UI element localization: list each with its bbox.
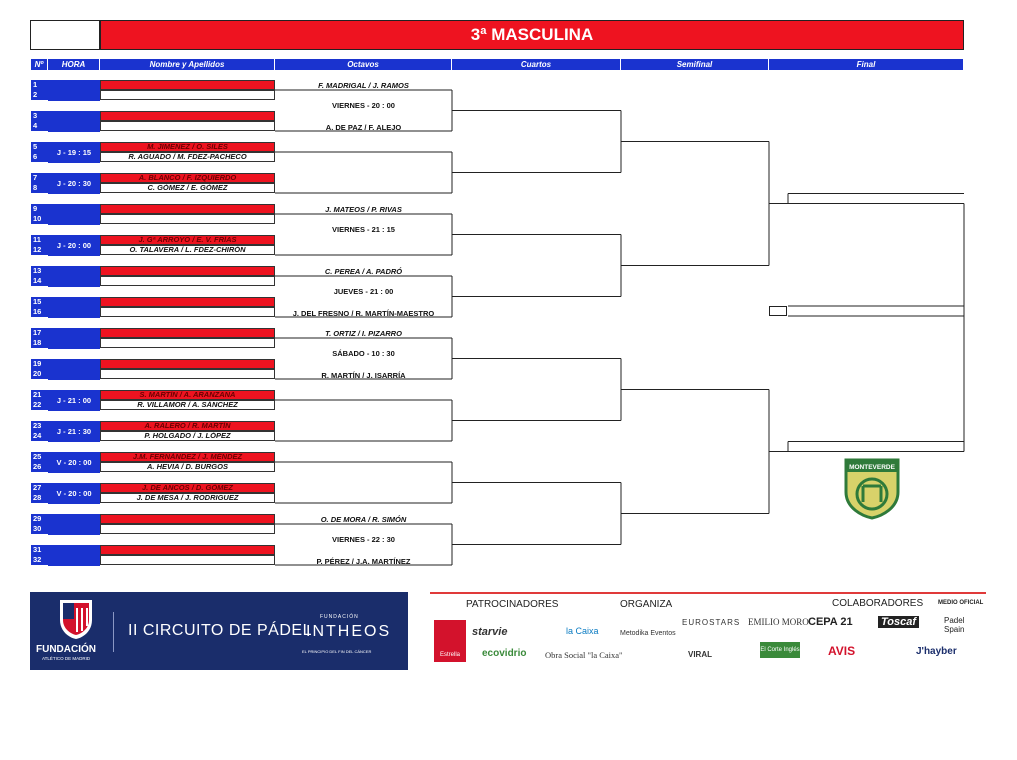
player-pair-top bbox=[100, 111, 275, 121]
viral-logo: VIRAL bbox=[688, 650, 712, 659]
octavos-bottom-pair: A. DE PAZ / F. ALEJO bbox=[325, 123, 402, 132]
sponsor-top-rule bbox=[430, 592, 986, 594]
seed-number: 21 bbox=[31, 390, 48, 400]
final-small-box bbox=[769, 306, 787, 316]
seed-number: 30 bbox=[31, 524, 48, 534]
octavos-time: JUEVES - 21 : 00 bbox=[333, 287, 394, 296]
octavos-time: VIERNES - 20 : 00 bbox=[332, 101, 395, 110]
player-pair-top: J.M. FERNÁNDEZ / J. MÉNDEZ bbox=[100, 452, 275, 462]
octavos-top-pair: F. MADRIGAL / J. RAMOS bbox=[318, 81, 409, 90]
seed-number: 24 bbox=[31, 431, 48, 441]
match-time bbox=[48, 328, 100, 349]
starvie-logo: starvie bbox=[472, 626, 508, 638]
seed-number: 2 bbox=[31, 90, 48, 100]
seed-number: 16 bbox=[31, 307, 48, 317]
obrasocial-logo: Obra Social "la Caixa" bbox=[545, 650, 623, 660]
seed-number: 32 bbox=[31, 555, 48, 565]
player-pair-bottom bbox=[100, 369, 275, 379]
seed-number: 29 bbox=[31, 514, 48, 524]
octavos-top-pair: O. DE MORA / R. SIMÓN bbox=[320, 515, 407, 524]
player-pair-bottom: O. TALAVERA / L. FDEZ-CHIRÓN bbox=[100, 245, 275, 255]
seed-number: 4 bbox=[31, 121, 48, 131]
match-time bbox=[48, 359, 100, 380]
seed-number: 27 bbox=[31, 483, 48, 493]
match-time: J - 21 : 30 bbox=[48, 421, 100, 442]
octavos-time: VIERNES - 21 : 15 bbox=[332, 225, 395, 234]
player-pair-bottom: J. DE MESA / J. RODRIGUEZ bbox=[100, 493, 275, 503]
player-pair-bottom: A. HEVIA / D. BURGOS bbox=[100, 462, 275, 472]
padelspain-logo: Padel Spain bbox=[944, 616, 965, 634]
cepa21-logo: CEPA 21 bbox=[808, 616, 853, 628]
match-time: J - 20 : 00 bbox=[48, 235, 100, 256]
seed-number: 19 bbox=[31, 359, 48, 369]
metodika-logo: Metodika Eventos bbox=[620, 630, 676, 637]
ecovidrio-logo: ecovidrio bbox=[482, 648, 527, 659]
circuito-text: II CIRCUITO DE PÁDEL bbox=[128, 622, 312, 639]
header-cuartos: Cuartos bbox=[452, 59, 621, 70]
medio-oficial-header: MEDIO OFICIAL bbox=[938, 600, 984, 606]
player-pair-bottom: P. HOLGADO / J. LÓPEZ bbox=[100, 431, 275, 441]
seed-number: 6 bbox=[31, 152, 48, 162]
seed-number: 18 bbox=[31, 338, 48, 348]
header-nombre: Nombre y Apellidos bbox=[100, 59, 275, 70]
toscaf-logo: Toscaf bbox=[878, 616, 919, 628]
seed-number: 11 bbox=[31, 235, 48, 245]
intheos-top: FUNDACIÓN bbox=[320, 614, 359, 620]
lacaixa-logo: la Caixa bbox=[566, 626, 599, 636]
jhayber-logo: J'hayber bbox=[916, 646, 957, 657]
player-pair-bottom bbox=[100, 307, 275, 317]
emiliomoro-logo: EMILIO MORO bbox=[748, 617, 809, 627]
intheos-sub: EL PRINCIPIO DEL FIN DEL CÁNCER bbox=[302, 649, 372, 654]
player-pair-top: J. DE ANCOS / D. GÓMEZ bbox=[100, 483, 275, 493]
patrocinadores-header: PATROCINADORES bbox=[466, 599, 559, 610]
monteverde-logo-icon bbox=[842, 456, 902, 520]
seed-number: 26 bbox=[31, 462, 48, 472]
seed-number: 25 bbox=[31, 452, 48, 462]
estrella-logo: Estrella Galicia bbox=[434, 620, 466, 662]
match-time: V - 20 : 00 bbox=[48, 483, 100, 504]
player-pair-bottom bbox=[100, 338, 275, 348]
seed-number: 10 bbox=[31, 214, 48, 224]
footer-fundacion-banner bbox=[30, 592, 408, 670]
header-num: Nº bbox=[31, 59, 48, 70]
header-semifinal: Semifinal bbox=[621, 59, 769, 70]
octavos-top-pair: J. MATEOS / P. RIVAS bbox=[325, 205, 402, 214]
organiza-header: ORGANIZA bbox=[620, 599, 673, 610]
player-pair-top bbox=[100, 328, 275, 338]
player-pair-top bbox=[100, 545, 275, 555]
player-pair-bottom: R. AGUADO / M. FDEZ-PACHECO bbox=[100, 152, 275, 162]
svg-text:MONTEVERDE: MONTEVERDE bbox=[849, 464, 895, 471]
seed-number: 1 bbox=[31, 80, 48, 90]
intheos-text: INTHEOS bbox=[306, 623, 392, 640]
seed-number: 8 bbox=[31, 183, 48, 193]
match-time bbox=[48, 266, 100, 287]
match-time bbox=[48, 545, 100, 566]
match-time: J - 19 : 15 bbox=[48, 142, 100, 163]
octavos-time: SÁBADO - 10 : 30 bbox=[332, 349, 395, 358]
player-pair-bottom bbox=[100, 214, 275, 224]
colaboradores-header: COLABORADORES bbox=[832, 598, 924, 609]
player-pair-top bbox=[100, 80, 275, 90]
seed-number: 7 bbox=[31, 173, 48, 183]
seed-number: 3 bbox=[31, 111, 48, 121]
player-pair-top bbox=[100, 297, 275, 307]
seed-number: 14 bbox=[31, 276, 48, 286]
header-final: Final bbox=[769, 59, 964, 70]
player-pair-top bbox=[100, 266, 275, 276]
octavos-top-pair: C. PEREA / A. PADRÓ bbox=[324, 267, 403, 276]
player-pair-bottom bbox=[100, 121, 275, 131]
player-pair-top bbox=[100, 359, 275, 369]
seed-number: 28 bbox=[31, 493, 48, 503]
seed-number: 9 bbox=[31, 204, 48, 214]
octavos-time: VIERNES - 22 : 30 bbox=[332, 535, 395, 544]
player-pair-bottom bbox=[100, 276, 275, 286]
seed-number: 22 bbox=[31, 400, 48, 410]
player-pair-top bbox=[100, 514, 275, 524]
fundacion-sub: ATLÉTICO DE MADRID bbox=[42, 656, 91, 661]
player-pair-top: J. Gª ARROYO / E. V. FRÍAS bbox=[100, 235, 275, 245]
player-pair-top bbox=[100, 204, 275, 214]
player-pair-bottom: R. VILLAMOR / A. SÁNCHEZ bbox=[100, 400, 275, 410]
player-pair-bottom bbox=[100, 90, 275, 100]
octavos-top-pair: T. ORTIZ / I. PIZARRO bbox=[325, 329, 402, 338]
footer-divider bbox=[113, 612, 114, 652]
match-time: V - 20 : 00 bbox=[48, 452, 100, 473]
player-pair-top: M. JIMENEZ / O. SILES bbox=[100, 142, 275, 152]
octavos-bottom-pair: R. MARTÍN / J. ISARRÍA bbox=[321, 371, 406, 380]
seed-number: 12 bbox=[31, 245, 48, 255]
seed-number: 23 bbox=[31, 421, 48, 431]
player-pair-top: S. MARTÍN / A. ARANZANA bbox=[100, 390, 275, 400]
page-title: 3ª MASCULINA bbox=[100, 20, 964, 50]
match-time bbox=[48, 204, 100, 225]
eurostars-logo: EUROSTARS bbox=[682, 618, 741, 627]
player-pair-top: A. RALERO / R. MARTÍN bbox=[100, 421, 275, 431]
seed-number: 5 bbox=[31, 142, 48, 152]
seed-number: 13 bbox=[31, 266, 48, 276]
match-time: J - 21 : 00 bbox=[48, 390, 100, 411]
seed-number: 15 bbox=[31, 297, 48, 307]
avis-logo: AVIS bbox=[828, 644, 856, 658]
player-pair-bottom bbox=[100, 524, 275, 534]
match-time bbox=[48, 514, 100, 535]
player-pair-bottom: C. GÓMEZ / E. GÓMEZ bbox=[100, 183, 275, 193]
atletico-crest-icon bbox=[58, 598, 94, 640]
header-hora: HORA bbox=[48, 59, 100, 70]
header-octavos: Octavos bbox=[275, 59, 452, 70]
match-time: J - 20 : 30 bbox=[48, 173, 100, 194]
elcorteingles-logo: El Corte Inglés bbox=[760, 642, 800, 658]
seed-number: 17 bbox=[31, 328, 48, 338]
seed-number: 20 bbox=[31, 369, 48, 379]
player-pair-bottom bbox=[100, 555, 275, 565]
match-time bbox=[48, 111, 100, 132]
match-time bbox=[48, 80, 100, 101]
octavos-bottom-pair: J. DEL FRESNO / R. MARTÍN-MAESTRO bbox=[292, 309, 435, 318]
seed-number: 31 bbox=[31, 545, 48, 555]
match-time bbox=[48, 297, 100, 318]
fundacion-text: FUNDACIÓN bbox=[36, 644, 96, 655]
octavos-bottom-pair: P. PÉREZ / J.A. MARTÍNEZ bbox=[316, 557, 411, 566]
player-pair-top: A. BLANCO / F. IZQUIERDO bbox=[100, 173, 275, 183]
